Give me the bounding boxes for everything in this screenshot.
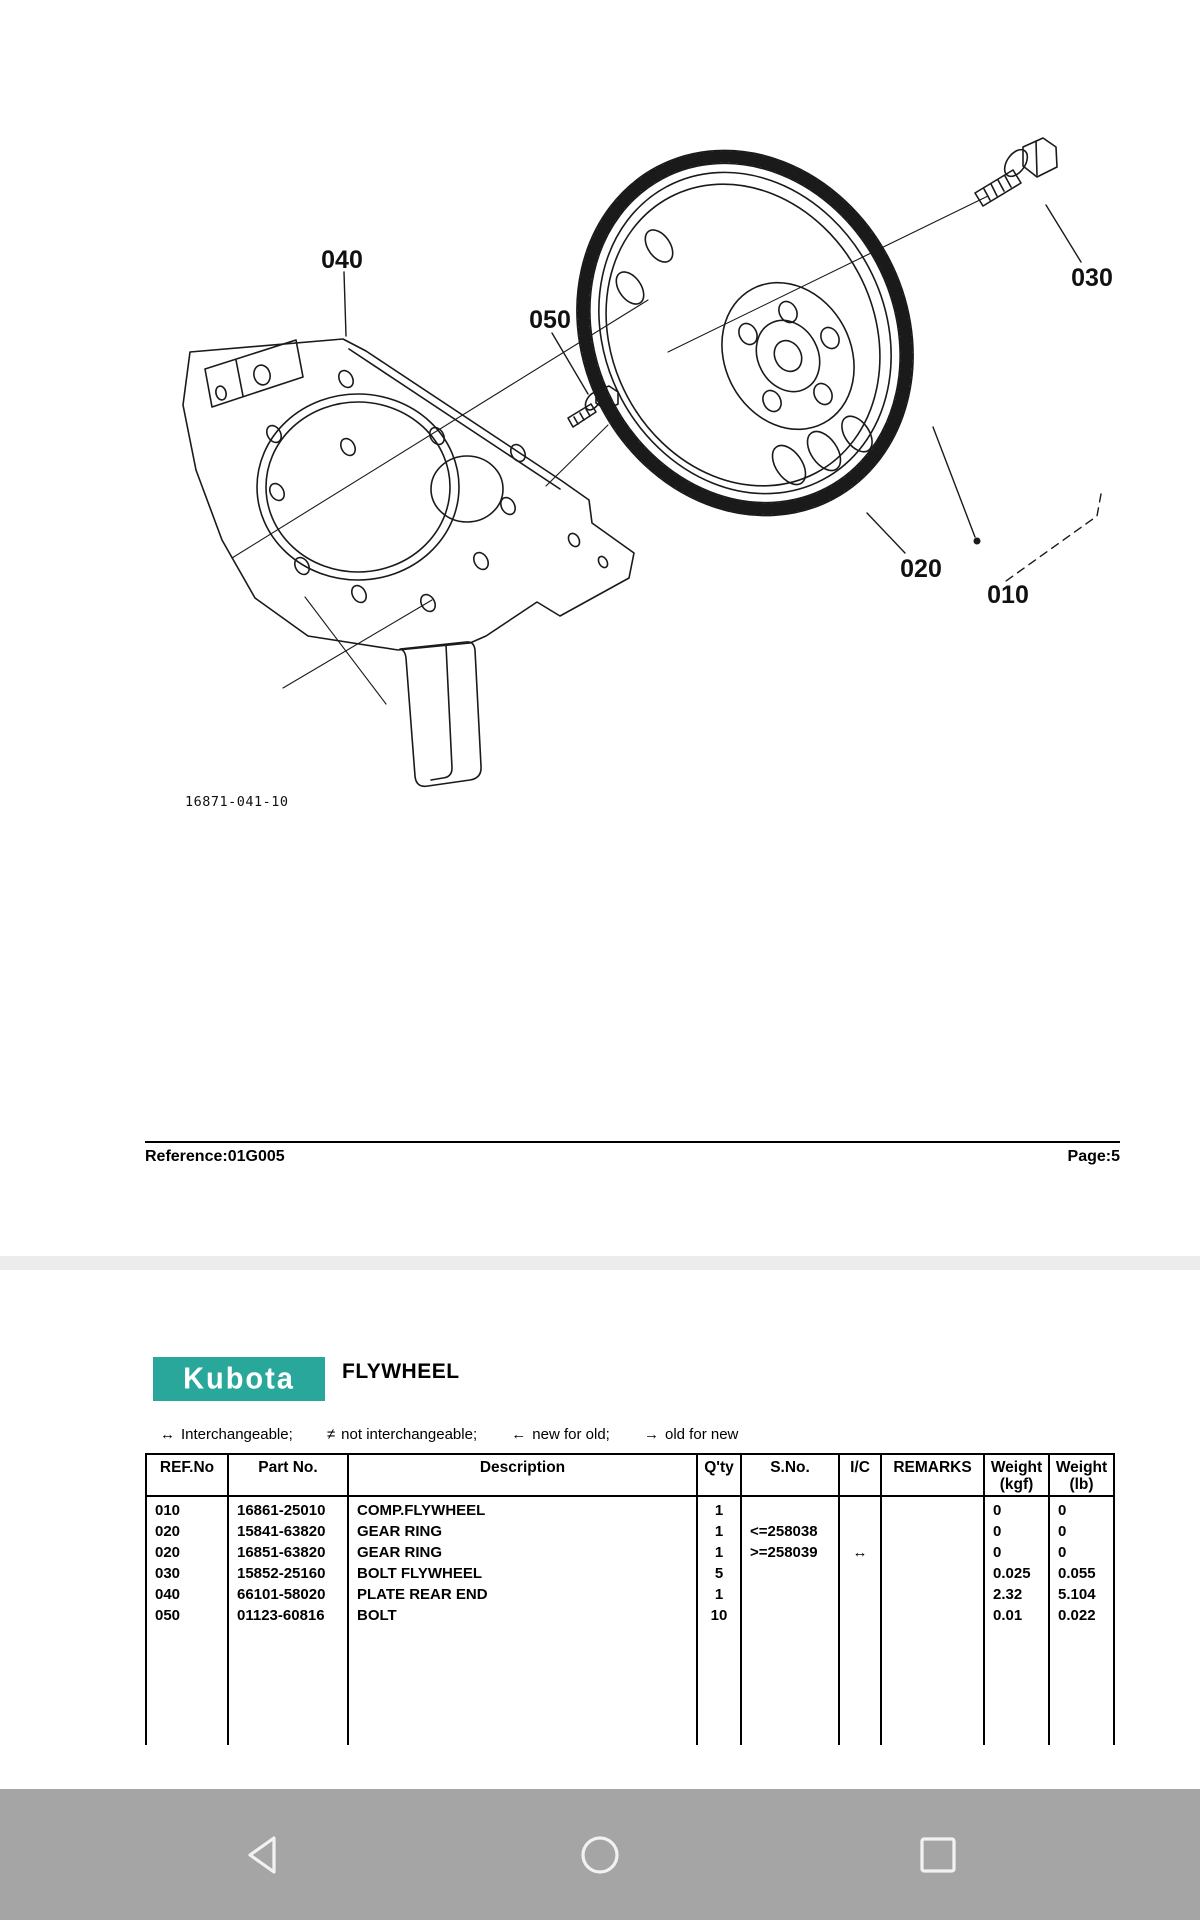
col-sno bbox=[742, 1455, 840, 1745]
cell-qty: 1 bbox=[714, 1523, 724, 1540]
cell-part: 15852-25160 bbox=[237, 1565, 326, 1582]
cell-lb: 0 bbox=[1058, 1502, 1067, 1519]
header-description: Description bbox=[349, 1455, 696, 1497]
gear-teeth-ring bbox=[522, 100, 967, 567]
plate-bolt-holes bbox=[264, 368, 610, 614]
legend-new-for-old bbox=[511, 1426, 614, 1443]
col-refno bbox=[147, 1455, 229, 1745]
cell-lb: 0.055 bbox=[1058, 1565, 1096, 1582]
cell-kgf: 0 bbox=[993, 1523, 1002, 1540]
cell-qty: 10 bbox=[710, 1607, 728, 1624]
callout-040: 040 bbox=[321, 246, 363, 274]
old-for-new-icon: → bbox=[644, 1426, 659, 1443]
cell-desc: GEAR RING bbox=[357, 1544, 443, 1561]
header-weight-kgf: Weight (kgf) bbox=[985, 1455, 1048, 1497]
cell-desc: GEAR RING bbox=[357, 1523, 443, 1540]
header-remarks: REMARKS bbox=[882, 1455, 983, 1497]
new-for-old-icon: ← bbox=[511, 1426, 527, 1443]
cell-ref: 040 bbox=[155, 1586, 181, 1603]
cell-ic: ↔ bbox=[852, 1544, 868, 1561]
legend-text: old for new bbox=[665, 1426, 739, 1443]
col-weight-lb bbox=[1050, 1455, 1113, 1745]
cell-ic bbox=[840, 1500, 880, 1521]
page-number-label: Page:5 bbox=[1067, 1148, 1120, 1165]
cell-desc: BOLT bbox=[357, 1607, 397, 1624]
android-navbar bbox=[0, 1789, 1200, 1920]
cell-lb: 0 bbox=[1058, 1523, 1067, 1540]
cell-remarks bbox=[882, 1521, 983, 1542]
cell-sno bbox=[742, 1500, 838, 1521]
cell-lb: 5.104 bbox=[1058, 1586, 1096, 1603]
cell-part: 01123-60816 bbox=[237, 1607, 325, 1624]
cell-ref: 050 bbox=[155, 1607, 181, 1624]
legend-text: Interchangeable; bbox=[181, 1426, 293, 1443]
cell-qty: 1 bbox=[714, 1502, 724, 1519]
header-sno: S.No. bbox=[742, 1455, 838, 1497]
cell-remarks bbox=[882, 1605, 983, 1626]
cell-sno bbox=[742, 1563, 838, 1584]
centerline-tab-2 bbox=[305, 597, 386, 704]
home-button[interactable] bbox=[540, 1789, 660, 1920]
legend-text: new for old; bbox=[532, 1426, 610, 1443]
header-partno: Part No. bbox=[229, 1455, 347, 1497]
col-qty bbox=[698, 1455, 742, 1745]
callout-030: 030 bbox=[1071, 264, 1113, 292]
callout-050: 050 bbox=[529, 306, 571, 334]
cell-ic bbox=[840, 1521, 880, 1542]
flywheel-drawing bbox=[514, 91, 977, 575]
leader-dot bbox=[974, 538, 981, 545]
cell-sno bbox=[742, 1584, 838, 1605]
back-triangle-icon bbox=[243, 1833, 287, 1877]
legend-not-interchangeable bbox=[327, 1426, 481, 1443]
recents-square-icon bbox=[916, 1833, 960, 1877]
parts-table bbox=[145, 1453, 1115, 1745]
cell-qty: 1 bbox=[714, 1586, 724, 1603]
cell-ic bbox=[840, 1563, 880, 1584]
centerline-bolt-axis bbox=[668, 196, 988, 352]
reference-label: Reference:01G005 bbox=[145, 1148, 285, 1165]
cell-lb: 0 bbox=[1058, 1544, 1067, 1561]
callout-leaders bbox=[344, 205, 1101, 581]
cell-kgf: 0 bbox=[993, 1502, 1002, 1519]
header-refno: REF.No bbox=[147, 1455, 227, 1497]
cell-ref: 020 bbox=[155, 1523, 181, 1540]
legend-row bbox=[160, 1426, 768, 1443]
cell-lb: 0.022 bbox=[1058, 1607, 1096, 1624]
flywheel-exploded-diagram bbox=[0, 0, 1200, 900]
cell-sno: <=258038 bbox=[750, 1523, 818, 1540]
cell-part: 15841-63820 bbox=[237, 1523, 326, 1540]
kubota-logo-text: Kubota bbox=[183, 1361, 295, 1396]
cell-kgf: 0.025 bbox=[993, 1565, 1031, 1582]
cell-remarks bbox=[882, 1500, 983, 1521]
kubota-logo bbox=[153, 1357, 325, 1401]
callout-020: 020 bbox=[900, 555, 942, 583]
page-footer bbox=[145, 1141, 1120, 1165]
cell-qty: 1 bbox=[714, 1544, 724, 1561]
cell-kgf: 0 bbox=[993, 1544, 1002, 1561]
page-separator bbox=[0, 1256, 1200, 1270]
cell-ref: 030 bbox=[155, 1565, 181, 1582]
cell-kgf: 0.01 bbox=[993, 1607, 1023, 1624]
col-ic bbox=[840, 1455, 882, 1745]
callout-010: 010 bbox=[987, 581, 1029, 609]
col-weight-kgf bbox=[985, 1455, 1050, 1745]
cell-part: 16851-63820 bbox=[237, 1544, 326, 1561]
cell-remarks bbox=[882, 1584, 983, 1605]
header-weight-lb: Weight (lb) bbox=[1050, 1455, 1113, 1497]
cell-part: 66101-58020 bbox=[237, 1586, 326, 1603]
recents-button[interactable] bbox=[878, 1789, 998, 1920]
page-title: FLYWHEEL bbox=[342, 1360, 460, 1383]
legend-text: not interchangeable; bbox=[341, 1426, 478, 1443]
cell-part: 16861-25010 bbox=[237, 1502, 326, 1519]
cell-ref: 010 bbox=[155, 1502, 181, 1519]
cell-sno bbox=[742, 1605, 838, 1626]
plate-rear-end-drawing bbox=[183, 339, 634, 786]
figure-code: 16871-041-10 bbox=[185, 794, 289, 810]
home-circle-icon bbox=[578, 1833, 622, 1877]
cell-desc: COMP.FLYWHEEL bbox=[357, 1502, 486, 1519]
cell-ref: 020 bbox=[155, 1544, 181, 1561]
not-interchangeable-icon: ≠ bbox=[326, 1426, 336, 1443]
cell-qty: 5 bbox=[714, 1565, 724, 1582]
col-partno bbox=[229, 1455, 349, 1745]
interchangeable-icon: ↔ bbox=[160, 1426, 175, 1443]
cell-remarks bbox=[882, 1563, 983, 1584]
col-remarks bbox=[882, 1455, 985, 1745]
cell-ic bbox=[840, 1605, 880, 1626]
cell-remarks bbox=[882, 1542, 983, 1563]
cell-sno: >=258039 bbox=[750, 1544, 818, 1561]
cell-ic bbox=[840, 1584, 880, 1605]
back-button[interactable] bbox=[205, 1789, 325, 1920]
bolt-flywheel-drawing bbox=[975, 138, 1057, 206]
cell-desc: BOLT FLYWHEEL bbox=[357, 1565, 482, 1582]
col-description bbox=[349, 1455, 698, 1745]
cell-desc: PLATE REAR END bbox=[357, 1586, 488, 1603]
cell-kgf: 2.32 bbox=[993, 1586, 1023, 1603]
legend-interchangeable bbox=[160, 1426, 297, 1443]
header-qty: Q'ty bbox=[698, 1455, 740, 1497]
legend-old-for-new bbox=[644, 1426, 738, 1443]
header-ic: I/C bbox=[840, 1455, 880, 1497]
